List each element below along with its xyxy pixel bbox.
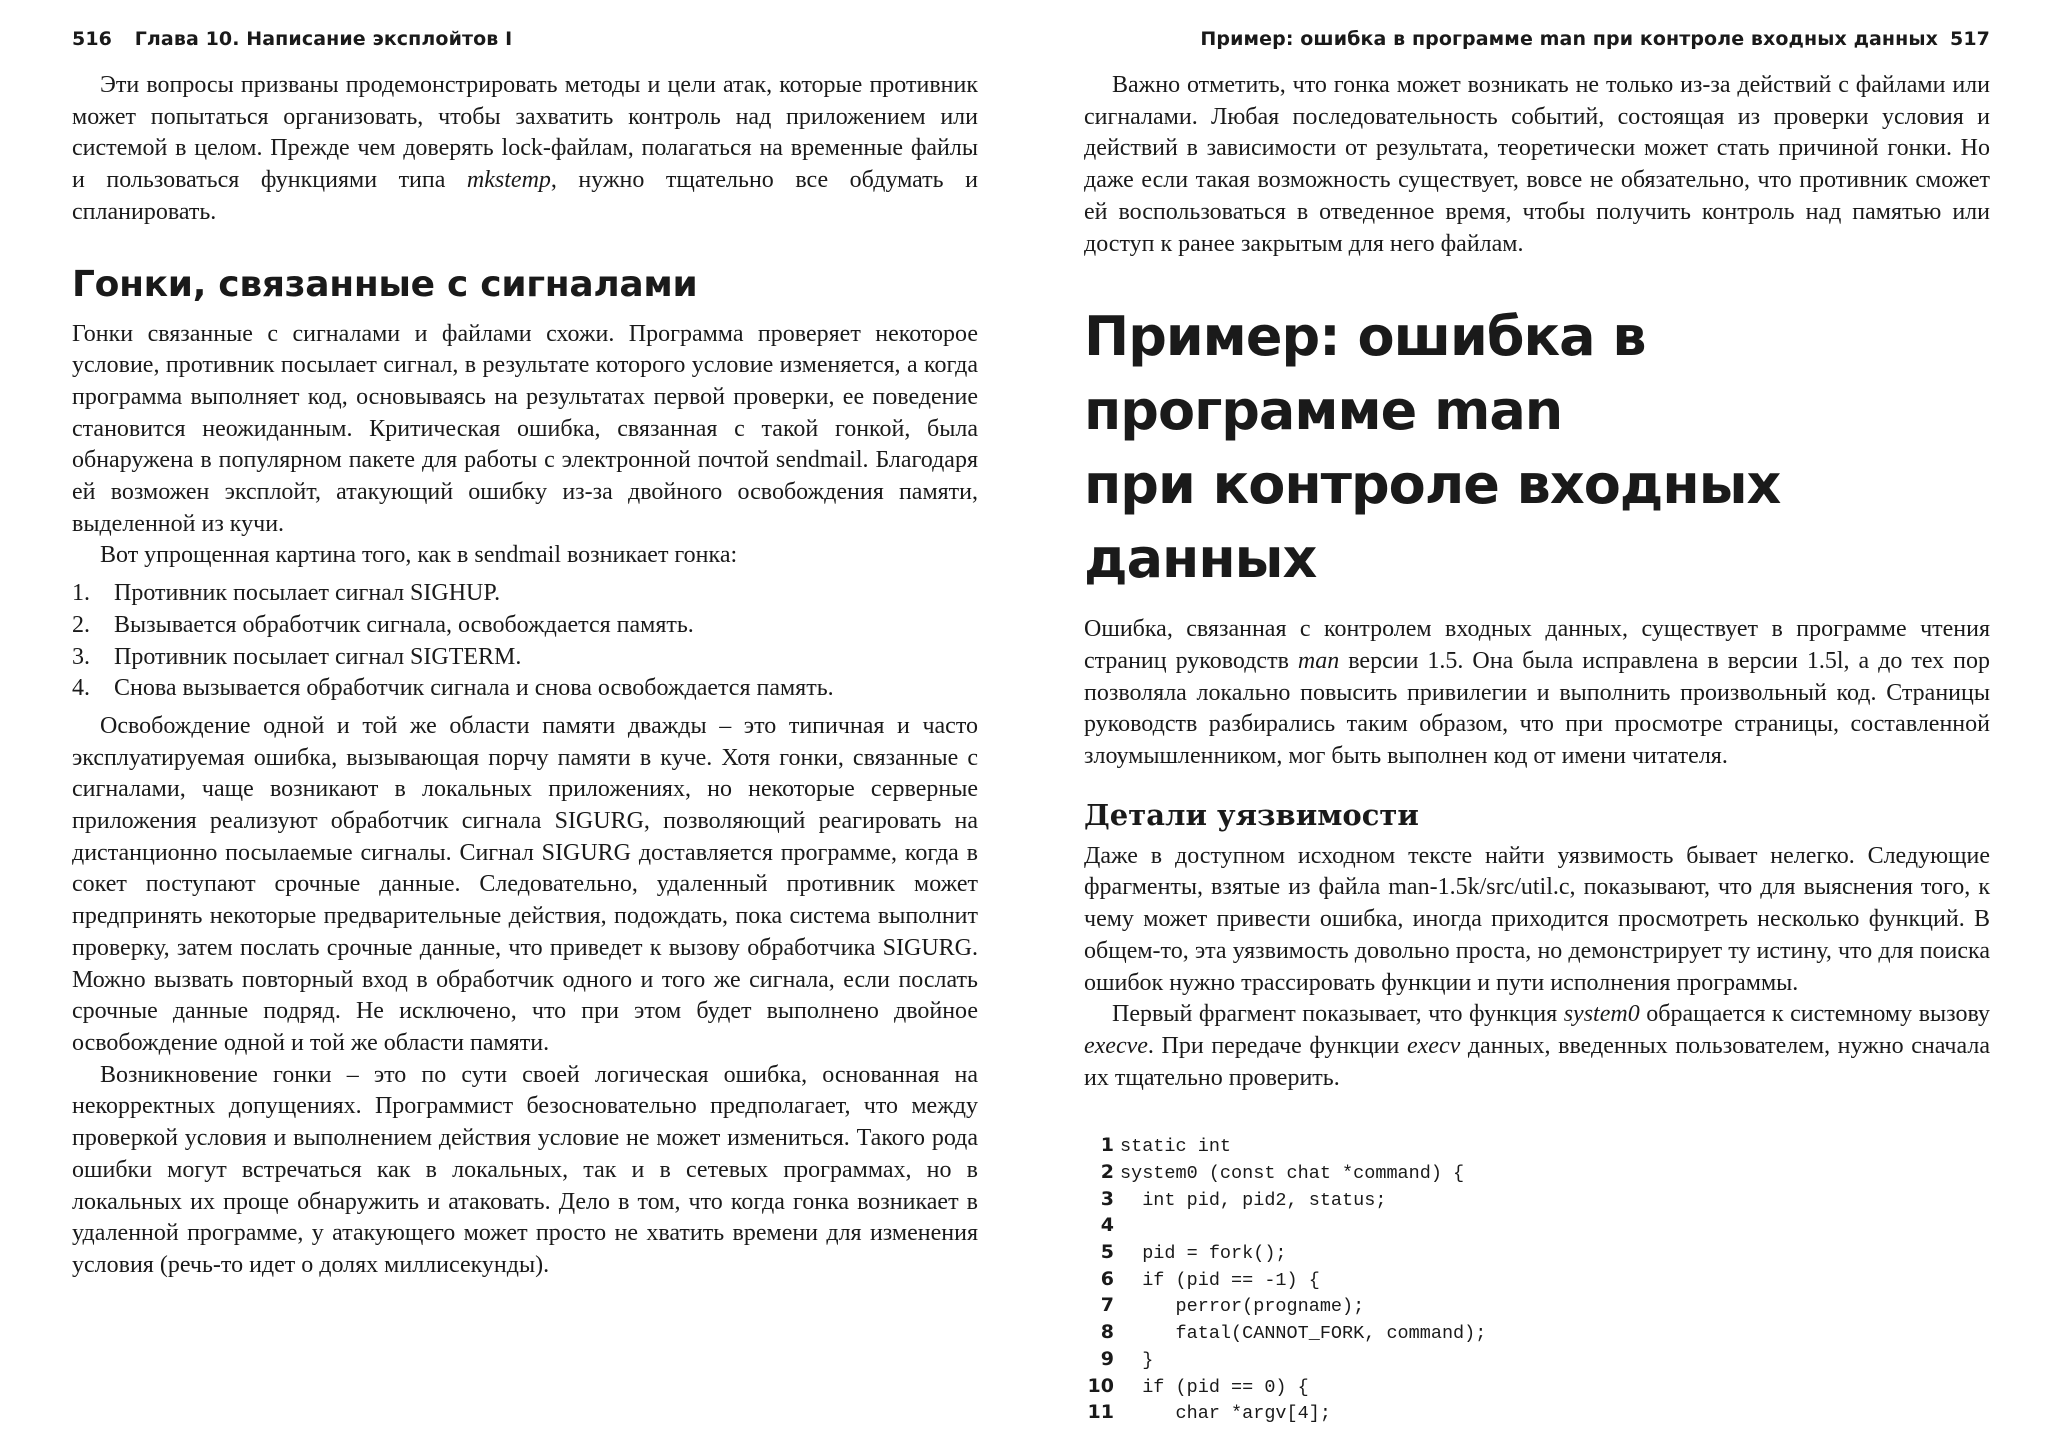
code-line-number: 5 xyxy=(1100,1241,1114,1264)
list-item-number: 4. xyxy=(72,675,90,702)
right-running-head xyxy=(1084,28,1990,56)
list-item-text: Снова вызывается обработчик сигнала и снова освобождается память. xyxy=(114,675,834,702)
code-line-text: if (pid == 0) { xyxy=(1120,1376,1309,1398)
code-line-text: fatal(CANNOT_FORK, command); xyxy=(1120,1323,1487,1345)
left-intro-tail: , нужно тщательно все обдумать и спланировать. xyxy=(72,167,978,225)
list-item xyxy=(72,578,978,610)
code-line-number: 11 xyxy=(1087,1401,1114,1424)
list-item xyxy=(72,673,978,705)
code-line-text: system0 (const chat *command) { xyxy=(1120,1163,1465,1185)
list-item-text: Вызывается обработчик сигнала, освобождается память. xyxy=(114,611,694,638)
code-line-text: pid = fork(); xyxy=(1120,1243,1287,1265)
code-line-text: if (pid == -1) { xyxy=(1120,1269,1320,1291)
code-line xyxy=(1084,1159,1990,1186)
code-line xyxy=(1084,1239,1990,1266)
right-paragraph-1 xyxy=(1084,614,1990,773)
race-steps-list xyxy=(72,578,978,705)
list-item-number: 1. xyxy=(72,580,90,607)
left-intro-paragraph xyxy=(72,70,978,229)
right-paragraph-1-tail: версии 1.5. Она была исправлена в версии 1.5l, а до тех пор позволяла локально повысить привилегии и выполнить произвольный код. Страницы руководств разбирались таким образом, что при просмотре страницы, составленной злоумышленником, мог быть выполнен код от имени читателя. xyxy=(1084,647,1991,770)
chapter-heading-line-1: Пример: ошибка в программе man xyxy=(1084,305,1646,443)
right-paragraph-3 xyxy=(1084,999,1990,1094)
list-item xyxy=(72,642,978,674)
chapter-heading xyxy=(1084,300,1990,596)
code-line xyxy=(1084,1346,1990,1373)
chapter-heading-line-2: при контроле входных данных xyxy=(1084,453,1781,591)
left-paragraph-1: Гонки связанные с сигналами и файлами схожи. Программа проверяет некоторое условие, противник посылает сигнал, в результате которого условие изменяется, а когда программа выполняет код, основываясь на результатах первой проверки, ее поведение становится неожиданным. Критическая ошибка, связанная с такой гонкой, была обнаружена в популярном пакете для работы с электронной почтой sendmail. Благодаря ей возможен эксплойт, атакующий ошибку из-за двойного освобождения памяти, выделенной из кучи. xyxy=(72,320,978,537)
code-line xyxy=(1084,1132,1990,1159)
execve-emphasis: execve xyxy=(1084,1032,1148,1059)
code-line xyxy=(1084,1319,1990,1346)
left-page-number: 516 xyxy=(72,28,112,50)
left-page xyxy=(72,0,978,1447)
right-paragraph-2: Даже в доступном исходном тексте найти уязвимость бывает нелегко. Следующие фрагменты, взятые из файла man-1.5k/src/util.c, показывают, что для выяснения того, к чему может привести ошибка, иногда приходится просмотреть несколько функций. В общем-то, эта уязвимость довольно проста, но демонстрирует ту истину, что для поиска ошибок нужно трассировать функции и пути исполнения программы. xyxy=(1084,842,1990,996)
code-line xyxy=(1084,1186,1990,1213)
left-paragraph-3: Освобождение одной и той же области памяти дважды – это типичная и часто эксплуатируемая ошибка, вызывающая порчу памяти в куче. Хотя гонки, связанные с сигналами, чаще возникают в локальных приложениях, но некоторые серверные приложения реализуют обработчик сигнала SIGURG, позволяющий реагировать на дистанционно посылаемые сигналы. Сигнал SIGURG доставляется программе, когда в сокет поступают срочные данные. Следовательно, удаленный противник может предпринять некоторые предварительные действия, подождать, пока система выполнит проверку, затем послать срочные данные, что приведет к вызову обработчика SIGURG. Можно вызвать повторный вход в обработчик одного и того же сигнала, если послать срочные данные подряд. Не исключено, что при этом будет выполнено двойное освобождение одной и той же области памяти. xyxy=(72,712,978,1056)
system0-emphasis: system0 xyxy=(1563,1001,1640,1028)
right-running-title: Пример: ошибка в программе man при контроле входных данных xyxy=(1200,28,1939,50)
code-line-number: 1 xyxy=(1100,1134,1114,1157)
list-item-text: Противник посылает сигнал SIGHUP. xyxy=(114,580,501,607)
code-line-text: perror(progname); xyxy=(1120,1296,1365,1318)
list-item-number: 3. xyxy=(72,643,90,670)
code-line xyxy=(1084,1266,1990,1293)
left-paragraph-2: Вот упрощенная картина того, как в sendmail возникает гонка: xyxy=(100,542,738,569)
section-heading: Гонки, связанные с сигналами xyxy=(72,263,698,305)
execv-emphasis: execv xyxy=(1406,1032,1461,1059)
list-item-text: Противник посылает сигнал SIGTERM. xyxy=(114,643,522,670)
right-page xyxy=(1084,0,1990,1447)
right-body xyxy=(1084,70,1990,1426)
code-listing xyxy=(1084,1132,1990,1426)
left-running-head xyxy=(72,28,978,56)
man-emphasis: man xyxy=(1297,647,1340,674)
code-line-text: int pid, pid2, status; xyxy=(1120,1189,1387,1211)
list-item xyxy=(72,610,978,642)
subsection-heading: Детали уязвимости xyxy=(1084,797,1419,832)
right-paragraph-3-text: Первый фрагмент показывает, что функция xyxy=(1112,1001,1564,1028)
code-line-number: 9 xyxy=(1100,1347,1114,1370)
right-intro-paragraph: Важно отметить, что гонка может возникать не только из-за действий с файлами или сигналами. Любая последовательность событий, состоящая из проверки условия и действий в зависимости от результата, теоретически может стать причиной гонки. Но даже если такая возможность существует, вовсе не обязательно, что противник сможет ей воспользоваться в отведенное время, чтобы получить контроль над памятью или доступ к ранее закрытым для него файлам. xyxy=(1084,72,1990,257)
left-paragraph-4: Возникновение гонки – это по сути своей логическая ошибка, основанная на некорректных допущениях. Программист безосновательно предполагает, что между проверкой условия и выполнением действия условие не может измениться. Такого рода ошибки могут встречаться как в локальных, так и в сетевых программах, но в локальных их проще обнаружить и атаковать. Дело в том, что когда гонка возникает в удаленной программе, у атакующего может просто не хватить времени для изменения условия (речь-то идет о долях миллисекунды). xyxy=(72,1061,978,1278)
right-paragraph-1-text: Ошибка, связанная с контролем входных данных, существует в программе чтения страниц руководств xyxy=(1084,616,1990,674)
code-line-number: 8 xyxy=(1100,1321,1114,1344)
code-line-text: static int xyxy=(1120,1136,1232,1158)
left-intro-text: Эти вопросы призваны продемонстрировать методы и цели атак, которые противник может попытаться организовать, чтобы захватить контроль над приложением или системой в целом. Прежде чем доверять lock-файлам, полагаться на временные файлы и пользоваться функциями типа xyxy=(72,72,978,194)
code-line-number: 7 xyxy=(1100,1294,1114,1317)
right-paragraph-3-text-b: обращается к системному вызову xyxy=(1639,1001,1991,1028)
code-line-text: char *argv[4]; xyxy=(1120,1403,1331,1425)
code-line xyxy=(1084,1373,1990,1400)
right-paragraph-3-text-d: данных, введенных пользователем, нужно сначала их тщательно проверить. xyxy=(1084,1032,1990,1091)
right-page-number: 517 xyxy=(1950,28,1990,50)
code-line xyxy=(1084,1292,1990,1319)
code-line-text: } xyxy=(1120,1349,1154,1371)
left-running-title: Глава 10. Написание эксплойтов I xyxy=(134,28,513,50)
code-line-number: 3 xyxy=(1100,1187,1114,1210)
left-body xyxy=(72,70,978,1282)
list-item-number: 2. xyxy=(72,611,90,638)
code-line-number: 4 xyxy=(1100,1214,1114,1237)
right-paragraph-3-text-c: . При передаче функции xyxy=(1147,1032,1407,1059)
code-line xyxy=(1084,1212,1990,1239)
left-intro-emphasis: mkstemp xyxy=(466,167,551,194)
code-line-number: 10 xyxy=(1087,1374,1114,1397)
code-line xyxy=(1084,1399,1990,1426)
code-line-number: 2 xyxy=(1100,1161,1114,1184)
code-line-number: 6 xyxy=(1100,1267,1114,1290)
